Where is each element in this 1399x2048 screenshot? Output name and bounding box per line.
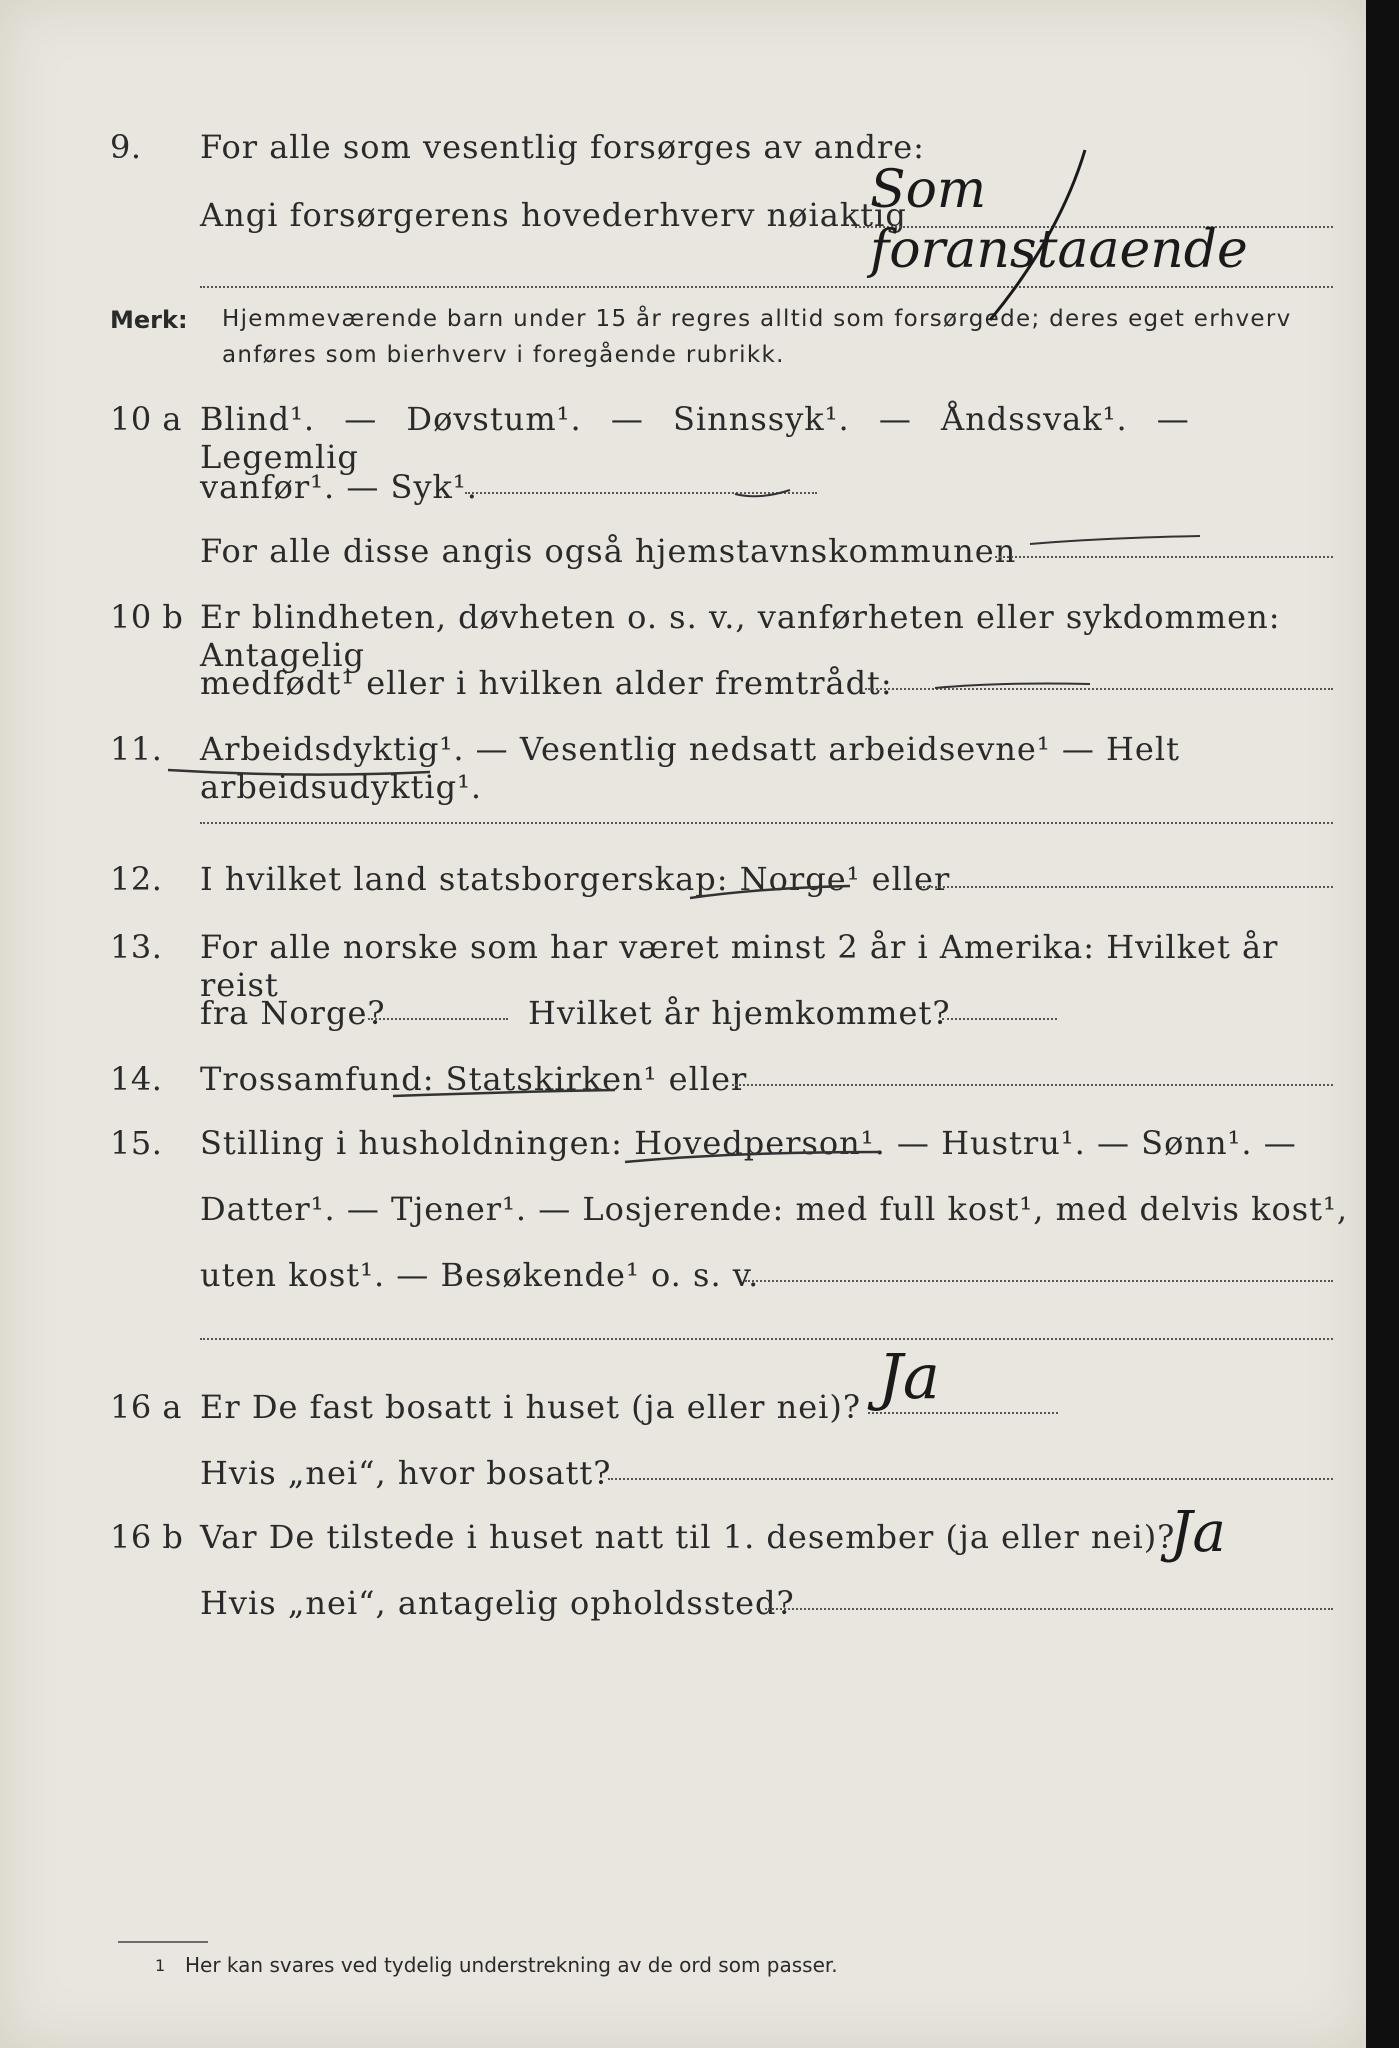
q13-text-line2a: fra Norge? [200, 994, 386, 1032]
q10a-dash-mark2 [1030, 536, 1200, 544]
q9-signature-stroke [990, 150, 1085, 320]
q14-number: 14. [110, 1060, 163, 1098]
q11-number: 11. [110, 730, 163, 768]
q10a-text-line3: For alle disse angis også hjemstavnskommunen [200, 532, 1017, 570]
q9-number: 9. [110, 128, 142, 166]
scan-edge [1366, 0, 1399, 2048]
q9-text-line2: Angi forsørgerens hovederhverv nøiaktig [200, 196, 907, 234]
q13-text-line2b: Hvilket år hjemkommet? [528, 994, 951, 1032]
q16a-text-line1: Er De fast bosatt i huset (ja eller nei)? [200, 1388, 862, 1426]
q10b-number: 10 b [110, 598, 184, 636]
q16b-text-line1: Var De tilstede i huset natt til 1. desember (ja eller nei)? [200, 1518, 1176, 1556]
q16a-handwritten-answer: Ja [878, 1340, 940, 1413]
q15-text-line3: uten kost¹. — Besøkende¹ o. s. v. [200, 1256, 760, 1294]
q9-text-line1: For alle som vesentlig forsørges av andre: [200, 128, 925, 166]
q11-underline [168, 770, 430, 775]
q10b-text-line2: medfødt¹ eller i hvilken alder fremtrådt: [200, 664, 893, 702]
q12-underline [690, 886, 850, 898]
q10b-dash-mark [935, 684, 1090, 689]
footnote-text: Her kan svares ved tydelig understrekning av de ord som passer. [185, 1953, 838, 1977]
q13-number: 13. [110, 928, 163, 966]
q15-number: 15. [110, 1124, 163, 1162]
merk-label: Merk: [110, 306, 188, 334]
footnote-marker: 1 [155, 1956, 166, 1975]
q10a-text-line2: vanfør¹. — Syk¹. [200, 468, 478, 506]
q10a-dash-mark1 [735, 490, 790, 496]
q9-handwritten-answer: Som foranstaaende [870, 160, 1248, 280]
q15-text-line2: Datter¹. — Tjener¹. — Losjerende: med full kost¹, med delvis kost¹, [200, 1190, 1349, 1228]
q10a-number: 10 a [110, 400, 182, 438]
q13-text-line1: For alle norske som har været minst 2 år i Amerika: Hvilket år reist [200, 928, 1279, 1004]
q10b-text-line1: Er blindheten, døvheten o. s. v., vanførheten eller sykdommen: Antagelig [200, 598, 1281, 674]
q11-text-line1: Arbeidsdyktig¹. — Vesentlig nedsatt arbeidsevne¹ — Helt arbeidsudyktig¹. [200, 730, 1180, 806]
q12-text-line1: I hvilket land statsborgerskap: Norge¹ eller [200, 860, 951, 898]
merk-text-line2: anføres som bierhverv i foregående rubrikk. [222, 342, 785, 368]
q16b-number: 16 b [110, 1518, 184, 1556]
q14-text-line1: Trossamfund: Statskirken¹ eller [200, 1060, 748, 1098]
q14-underline [393, 1090, 615, 1096]
q16a-number: 16 a [110, 1388, 182, 1426]
q16b-text-line2: Hvis „nei“, antagelig opholdssted? [200, 1584, 795, 1622]
merk-text-line1: Hjemmeværende barn under 15 år regres alltid som forsørgede; deres eget erhverv [222, 306, 1292, 332]
q10a-text-line1: Blind¹. — Døvstum¹. — Sinnssyk¹. — Åndssvak¹. — Legemlig [200, 400, 1190, 476]
q15-underline [625, 1152, 880, 1162]
q16a-text-line2: Hvis „nei“, hvor bosatt? [200, 1454, 612, 1492]
q16b-handwritten-answer: Ja [1170, 1500, 1226, 1565]
q12-number: 12. [110, 860, 163, 898]
q15-text-line1: Stilling i husholdningen: Hovedperson¹. — Hustru¹. — Sønn¹. — [200, 1124, 1297, 1162]
